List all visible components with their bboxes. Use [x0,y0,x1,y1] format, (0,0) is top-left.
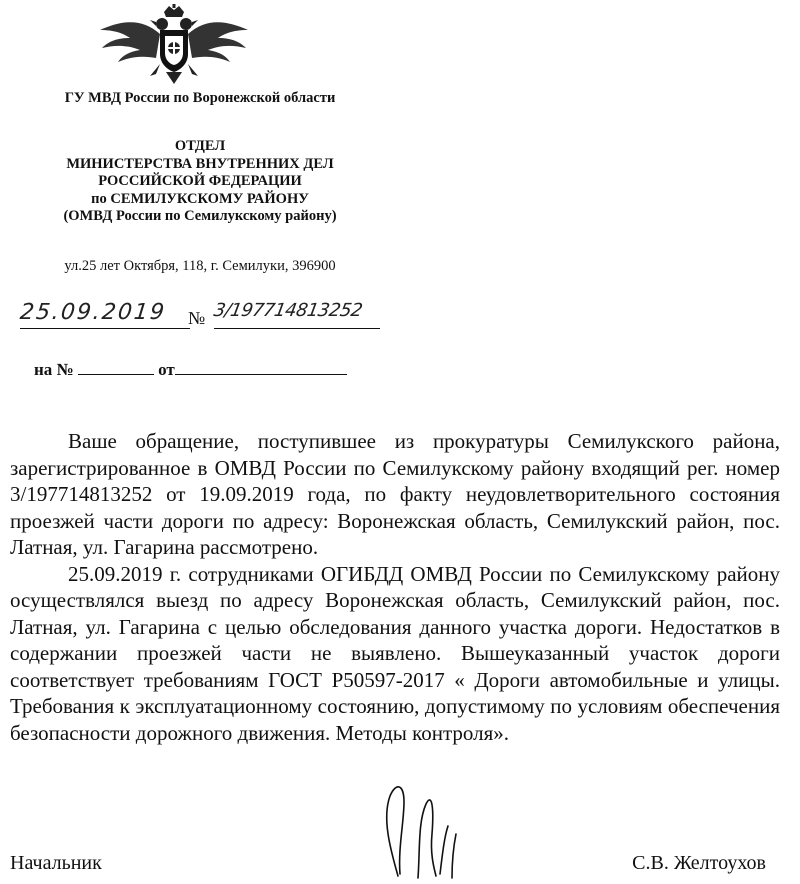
department-line: по СЕМИЛУКСКОМУ РАЙОНУ [91,190,309,207]
reference-date-blank [175,358,347,375]
double-headed-eagle-emblem-icon [94,4,254,86]
signatory-position: Начальник [10,852,102,874]
reference-from-label: от [158,360,175,379]
reference-line [34,358,347,380]
signatory-name: С.В. Желтоухов [632,852,766,874]
registration-number: 3/197714813252 [212,300,364,321]
registration-date: 25.09.2019 [18,300,168,325]
registration-line [20,300,380,336]
department-line: РОССИЙСКОЙ ФЕДЕРАЦИИ [98,173,302,189]
department-line: МИНИСТЕРСТВА ВНУТРЕННИХ ДЕЛ [66,155,334,172]
body-paragraph: Ваше обращение, поступившее из прокуратуры Семилукского района, зарегистрированное в ОМВД России по Семилукскому району входящий рег. номер 3/197714813252 от 19.09.2019 года, по факту неудовлетворительного состояния проезжей части дороги по адресу: Воронежская область, Семилукский район, пос. Латная, ул. Гагарина рассмотрено. [10,429,780,559]
reference-number-blank [78,358,154,375]
department-line: ОТДЕЛ [174,138,226,154]
reference-number-label: на № [34,360,74,379]
registration-number-label: № [188,308,206,328]
department-line: (ОМВД России по Семилукскому району) [63,208,337,224]
registration-date-underline [20,328,190,329]
department-block [0,138,400,226]
registration-number-underline [214,328,380,329]
letter-body [10,428,780,746]
agency-name: ГУ МВД России по Воронежской области [64,90,336,106]
body-paragraph: 25.09.2019 г. сотрудниками ОГИБДД ОМВД России по Семилукскому району осуществлялся выезд по адресу Воронежская область, Семилукский район, пос. Латная, ул. Гагарина с целью обследования данного участка дороги. Недостатков в содержании проезжей части не выявлено. Вышеуказанный участок дороги соответствует требованиям ГОСТ Р50597-2017 « Дороги автомобильные и улицы. Требования к эксплуатационному состоянию, допустимому по условиям обеспечения безопасности дорожного движения. Методы контроля». [10,561,780,745]
handwritten-signature-icon [368,778,468,882]
department-address: ул.25 лет Октября, 118, г. Семилуки, 396900 [64,258,336,274]
